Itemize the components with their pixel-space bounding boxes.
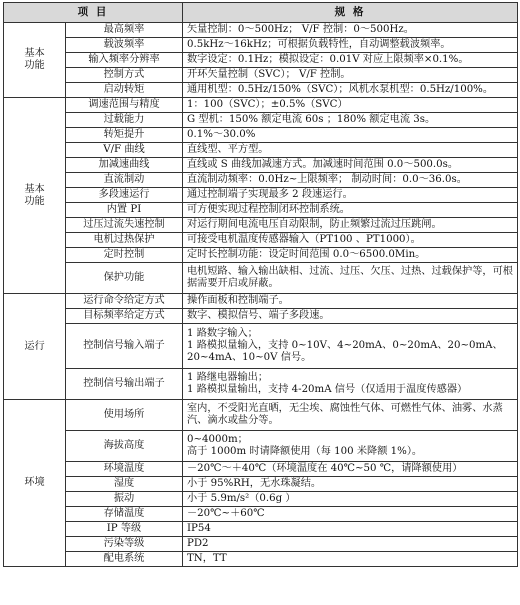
spec-line: 1 路继电器输出；	[187, 372, 269, 384]
spec-cell	[183, 507, 518, 522]
table-row	[4, 477, 518, 492]
header-spec: 规 格	[183, 3, 518, 23]
spec-cell	[183, 23, 518, 38]
spec-cell	[183, 477, 518, 492]
table-row	[4, 248, 518, 263]
item-cell: 加减速曲线	[66, 158, 183, 173]
spec-cell	[183, 537, 518, 552]
spec-cell	[183, 68, 518, 83]
item-cell: 直流制动	[66, 173, 183, 188]
spec-cell	[183, 552, 518, 567]
table-row	[4, 203, 518, 218]
spec-cell	[183, 218, 518, 233]
table-row	[4, 369, 518, 400]
spec-cell	[183, 492, 518, 507]
spec-cell	[183, 203, 518, 218]
spec-line: PD2	[187, 538, 209, 550]
item-cell: 海拔高度	[66, 431, 183, 462]
item-cell: 转矩提升	[66, 128, 183, 143]
category-cell: 基本 功能	[4, 23, 66, 98]
spec-line: －20℃~＋60℃	[187, 508, 265, 520]
item-cell: V/F 曲线	[66, 143, 183, 158]
spec-cell	[183, 263, 518, 294]
spec-line: 可接受电机温度传感器输入（PT100 、PT1000）。	[187, 234, 421, 246]
table-row	[4, 522, 518, 537]
spec-line: －20℃～＋40℃（环境温度在 40℃~50 ℃，请降额使用）	[187, 463, 463, 475]
table-row	[4, 188, 518, 203]
spec-cell	[183, 83, 518, 98]
spec-line: 对运行期间电流电压自动限制，防止频繁过流过压跳闸。	[187, 219, 442, 231]
item-cell: 运行命令给定方式	[66, 294, 183, 309]
spec-line: 小于 95%RH，无水珠凝结。	[187, 478, 322, 490]
spec-cell	[183, 158, 518, 173]
item-cell: 电机过热保护	[66, 233, 183, 248]
spec-cell	[183, 143, 518, 158]
spec-cell	[183, 248, 518, 263]
table-row	[4, 552, 518, 567]
table-row	[4, 98, 518, 113]
item-cell: 环境温度	[66, 462, 183, 477]
spec-line: 操作面板和控制端子。	[187, 295, 289, 307]
spec-cell	[183, 400, 518, 431]
item-cell: 过载能力	[66, 113, 183, 128]
category-cell: 运行	[4, 294, 66, 400]
table-row	[4, 263, 518, 294]
table-row	[4, 173, 518, 188]
item-cell: 调速范围与精度	[66, 98, 183, 113]
spec-cell	[183, 431, 518, 462]
spec-line: G 型机：150% 额定电流 60s ；180% 额定电流 3s。	[187, 114, 436, 126]
item-cell: 内置 PI	[66, 203, 183, 218]
spec-line: IP54	[187, 523, 211, 535]
table-row	[4, 128, 518, 143]
spec-line: 定时长控制功能：设定时间范围 0.0～6500.0Min。	[187, 249, 426, 261]
spec-cell	[183, 128, 518, 143]
item-cell: 控制方式	[66, 68, 183, 83]
spec-line: 1 路模拟量输出，支持 4-20mA 信号（仅适用于温度传感器）	[187, 384, 468, 395]
table-row	[4, 143, 518, 158]
table-row	[4, 462, 518, 477]
spec-line: 1 路数字输入；	[187, 328, 258, 340]
spec-line: 高于 1000m 时请降额使用（每 100 米降额 1%）。	[187, 446, 423, 457]
spec-line: 室内，不受阳光直晒，无尘埃、腐蚀性气体、可燃性气体、油雾、水蒸汽、滴水或盐分等。	[187, 403, 503, 426]
spec-line: 直流制动频率：0.0Hz~上限频率； 制动时间：0.0～36.0s。	[187, 174, 467, 186]
item-cell: IP 等级	[66, 522, 183, 537]
spec-cell	[183, 369, 518, 400]
table-row	[4, 537, 518, 552]
item-cell: 使用场所	[66, 400, 183, 431]
spec-line: 通用机型：0.5Hz/150%（SVC）；风机水泵机型：0.5Hz/100%。	[187, 84, 494, 96]
spec-line: TN，TT	[187, 553, 227, 565]
spec-line: 0~4000m；	[187, 434, 248, 446]
table-row	[4, 400, 518, 431]
table-row	[4, 324, 518, 369]
item-cell: 湿度	[66, 477, 183, 492]
spec-line: 矢量控制：0～500Hz； V/F 控制：0～500Hz。	[187, 24, 414, 36]
spec-cell	[183, 522, 518, 537]
item-cell: 载波频率	[66, 38, 183, 53]
item-cell: 污染等级	[66, 537, 183, 552]
spec-line: 直线型、平方型。	[187, 144, 269, 156]
category-cell: 环境	[4, 400, 66, 567]
table-row	[4, 53, 518, 68]
spec-line: 0.1%～30.0%	[187, 129, 256, 141]
spec-cell	[183, 98, 518, 113]
item-cell: 启动转矩	[66, 83, 183, 98]
item-cell: 配电系统	[66, 552, 183, 567]
item-cell: 控制信号输出端子	[66, 369, 183, 400]
item-cell: 存储温度	[66, 507, 183, 522]
item-cell: 振动	[66, 492, 183, 507]
table-row	[4, 294, 518, 309]
table-row	[4, 233, 518, 248]
table-row	[4, 158, 518, 173]
spec-line: 数字、模拟信号、端子多段速。	[187, 310, 330, 322]
spec-line: 开环矢量控制（SVC）； V/F 控制。	[187, 69, 351, 81]
spec-cell	[183, 309, 518, 324]
category-cell: 基本 功能	[4, 98, 66, 294]
item-cell: 目标频率给定方式	[66, 309, 183, 324]
spec-line: 直线或 S 曲线加减速方式。加减速时间范围 0.0～500.0s。	[187, 159, 459, 171]
spec-cell	[183, 113, 518, 128]
spec-line: 通过控制端子实现最多 2 段速运行。	[187, 189, 353, 201]
table-row	[4, 492, 518, 507]
spec-line: 0.5kHz～16kHz；可根据负载特性，自动调整载波频率。	[187, 39, 451, 51]
spec-line: 1：100（SVC）；±0.5%（SVC）	[187, 99, 348, 111]
table-row	[4, 507, 518, 522]
table-row	[4, 38, 518, 53]
spec-cell	[183, 53, 518, 68]
item-cell: 保护功能	[66, 263, 183, 294]
spec-cell	[183, 233, 518, 248]
table-row	[4, 83, 518, 98]
spec-line: 电机短路、输入输出缺相、过流、过压、欠压、过热、过载保护等，可根据需要开启或屏蔽。	[187, 266, 513, 289]
spec-cell	[183, 173, 518, 188]
spec-line: 1 路模拟量输入，支持 0~10V、4~20mA、0~20mA、20~0mA、20~4mA、10~0V 信号。	[187, 340, 503, 363]
spec-cell	[183, 38, 518, 53]
item-cell: 多段速运行	[66, 188, 183, 203]
spec-line: 数字设定：0.1Hz；模拟设定：0.01V 对应上限频率×0.1%。	[187, 54, 469, 66]
item-cell: 输入频率分辨率	[66, 53, 183, 68]
spec-cell	[183, 294, 518, 309]
spec-line: 小于 5.9m/s²（0.6g ）	[187, 493, 296, 505]
item-cell: 控制信号输入端子	[66, 324, 183, 369]
table-row	[4, 431, 518, 462]
item-cell: 最高频率	[66, 23, 183, 38]
table-row	[4, 23, 518, 38]
item-cell: 定时控制	[66, 248, 183, 263]
table-row	[4, 68, 518, 83]
table-row	[4, 309, 518, 324]
spec-cell	[183, 462, 518, 477]
table-header-row	[4, 3, 518, 23]
spec-table	[3, 2, 518, 567]
spec-line: 可方便实现过程控制闭环控制系统。	[187, 204, 350, 216]
table-row	[4, 113, 518, 128]
header-item: 项 目	[4, 3, 183, 23]
item-cell: 过压过流失速控制	[66, 218, 183, 233]
spec-cell	[183, 188, 518, 203]
table-row	[4, 218, 518, 233]
spec-cell	[183, 324, 518, 369]
